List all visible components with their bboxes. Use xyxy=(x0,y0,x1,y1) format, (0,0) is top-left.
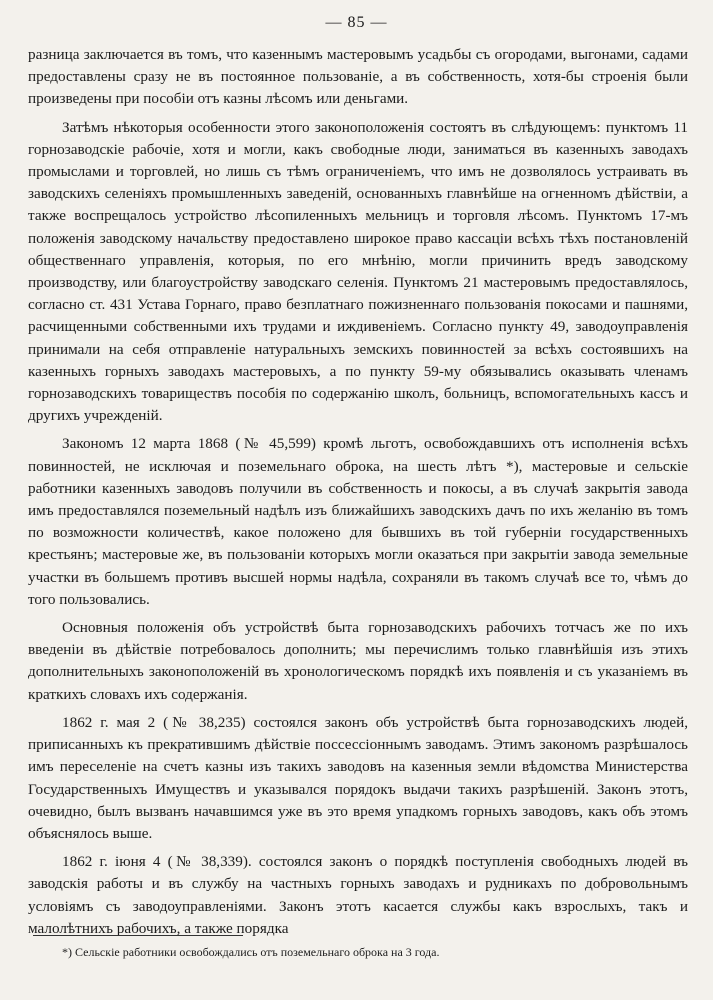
body-text xyxy=(28,44,688,946)
footnote-divider xyxy=(33,935,243,936)
paragraph-2: Затѣмъ нѣкоторыя особенности этого законоположенія состоятъ въ слѣдующемъ: пунктомъ 11 горнозаводскіе рабочіе, хотя и могли, какъ свободные люди, заниматься въ казенныхъ заводахъ промыслами и торговлей, но лишь съ тѣмъ ограниченіемъ, что имъ не дозволялось устраивать въ заводскихъ селеніяхъ промышленныхъ заведеній, основанныхъ главнѣйше на огненномъ дѣйствіи, а также воспрещалось устройство лѣсопиленныхъ мельницъ и торговля лѣсомъ. Пунктомъ 17-мъ положенія заводскому начальству предоставлено широкое право кассаціи всѣхъ тѣхъ постановленій общественнаго управленія, которыя, по его мнѣнію, могли причинить вредъ заводскому производству, или благоустройству заводскаго селенія. Пунктомъ 21 мастеровымъ предоставлялось, согласно ст. 431 Устава Горнаго, право безплатнаго пожизненнаго пользованія покосами и пашнями, расчищенными собственными ихъ трудами и иждивеніемъ. Согласно пункту 49, заводоуправленія принимали на себя отправленіе натуральныхъ земскихъ повинностей за всѣхъ состоявшихъ на казенныхъ горныхъ заводахъ мастеровыхъ, а по пункту 59-му обязывались оказывать членамъ горнозаводскихъ товариществъ пособія по содержанію школъ, больницъ, вспомогательныхъ кассъ и другихъ учрежденій. xyxy=(28,118,688,425)
paragraph-5: 1862 г. мая 2 (№ 38,235) состоялся законъ объ устройствѣ быта горнозаводскихъ людей, приписанныхъ къ прекратившимъ дѣйствіе поссессіоннымъ заводамъ. Этимъ закономъ разрѣшалось имъ переселеніе на счетъ казны изъ такихъ заводовъ на казенныя земли вѣдомства Министерства Государственныхъ Имуществъ и указывался порядокъ выдачи такихъ разрѣшеній. Законъ этотъ, очевидно, былъ вызванъ начавшимся уже въ это время упадкомъ горныхъ заводовъ, какъ объ этомъ объяснялось выше. xyxy=(28,713,688,842)
paragraph-4: Основныя положенія объ устройствѣ быта горнозаводскихъ рабочихъ тотчасъ же по ихъ введеніи въ дѣйствіе потребовалось дополнить; мы перечислимъ только главнѣйшія изъ этихъ дополнительныхъ законоположеній въ хронологическомъ порядкѣ ихъ появленія и съ указаніемъ въ краткихъ словахъ ихъ содержанія. xyxy=(28,619,688,703)
footnote: *) Сельскіе работники освобождались отъ поземельнаго оброка на 3 года. xyxy=(62,945,440,959)
paragraph-1: разница заключается въ томъ, что казеннымъ мастеровымъ усадьбы съ огородами, выгонами, садами предоставлены сразу не въ постоянное пользованіе, а въ собственность, хотя-бы строенія были произведены при пособіи отъ казны лѣсомъ или деньгами. xyxy=(28,46,688,108)
paragraph-3: Закономъ 12 марта 1868 (№ 45,599) кромѣ льготъ, освобождавшихъ отъ исполненія всѣхъ повинностей, не исключая и поземельнаго оброка, на шесть лѣтъ *), мастеровые и сельскіе работники казенныхъ заводовъ получили въ собственность и покосы, а въ случаѣ закрытія завода имъ предоставлялся поземельный надѣлъ изъ ближайшихъ заводскихъ дачъ по ихъ желанію въ томъ по возможности количествѣ, какое положено для бывшихъ въ той губерніи государственныхъ крестьянъ; мастеровые же, въ пользованіи которыхъ могли оказаться при закрытіи завода земельные участки въ большемъ противъ высшей нормы надѣла, сохраняли въ такомъ случаѣ все то, чѣмъ до того пользовались. xyxy=(28,435,688,608)
page-number: — 85 — xyxy=(325,14,388,31)
paragraph-6: 1862 г. іюня 4 (№ 38,339). состоялся законъ о порядкѣ поступленія свободныхъ людей въ заводскія работы и въ службу на частныхъ горныхъ заводахъ и рудникахъ по добровольнымъ условіямъ съ заводоуправленіями. Законъ этотъ касается службы какъ взрослыхъ, такъ и малолѣтнихъ рабочихъ, а также порядка xyxy=(28,853,688,937)
